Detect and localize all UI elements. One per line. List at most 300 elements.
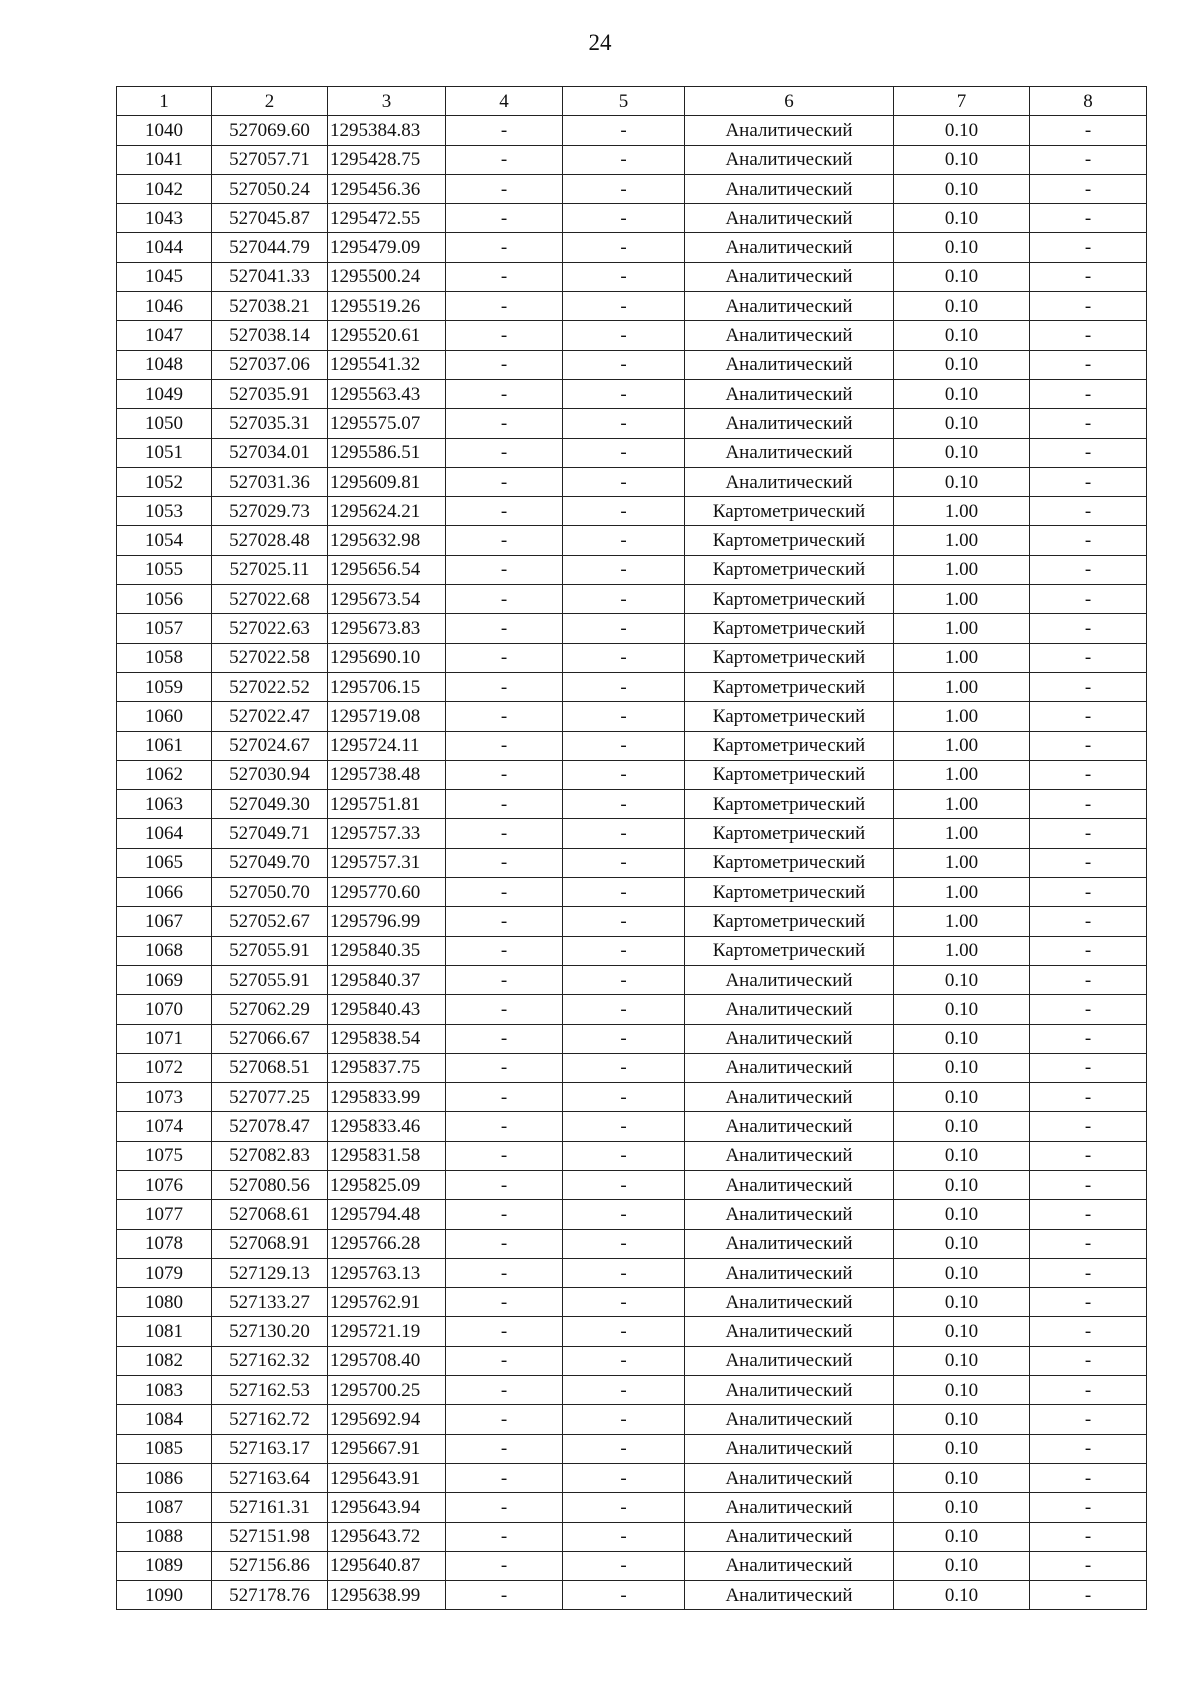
col8-cell: -	[1030, 1522, 1147, 1551]
point-number-cell: 1060	[117, 702, 212, 731]
x-coordinate-cell: 527022.63	[212, 614, 328, 643]
col5-cell: -	[563, 1141, 685, 1170]
accuracy-cell: 1.00	[894, 526, 1030, 555]
point-number-cell: 1074	[117, 1112, 212, 1141]
accuracy-cell: 0.10	[894, 1346, 1030, 1375]
col8-cell: -	[1030, 614, 1147, 643]
point-number-cell: 1083	[117, 1376, 212, 1405]
col5-cell: -	[563, 1024, 685, 1053]
y-coordinate-cell: 1295692.94	[328, 1405, 446, 1434]
accuracy-cell: 1.00	[894, 878, 1030, 907]
col8-cell: -	[1030, 1141, 1147, 1170]
col8-cell: -	[1030, 907, 1147, 936]
point-number-cell: 1066	[117, 878, 212, 907]
y-coordinate-cell: 1295794.48	[328, 1200, 446, 1229]
table-row	[117, 233, 1147, 262]
x-coordinate-cell: 527133.27	[212, 1288, 328, 1317]
accuracy-cell: 1.00	[894, 643, 1030, 672]
col8-cell: -	[1030, 1258, 1147, 1287]
y-coordinate-cell: 1295690.10	[328, 643, 446, 672]
x-coordinate-cell: 527163.64	[212, 1463, 328, 1492]
col8-cell: -	[1030, 1581, 1147, 1610]
method-cell: Картометрический	[685, 497, 894, 526]
col5-cell: -	[563, 672, 685, 701]
y-coordinate-cell: 1295632.98	[328, 526, 446, 555]
table-row	[117, 467, 1147, 496]
col4-cell: -	[446, 174, 563, 203]
method-cell: Аналитический	[685, 409, 894, 438]
x-coordinate-cell: 527068.91	[212, 1229, 328, 1258]
y-coordinate-cell: 1295520.61	[328, 321, 446, 350]
table-row	[117, 907, 1147, 936]
method-cell: Картометрический	[685, 702, 894, 731]
method-cell: Картометрический	[685, 760, 894, 789]
method-cell: Аналитический	[685, 965, 894, 994]
col4-cell: -	[446, 1053, 563, 1082]
col5-cell: -	[563, 760, 685, 789]
point-number-cell: 1080	[117, 1288, 212, 1317]
point-number-cell: 1054	[117, 526, 212, 555]
method-cell: Аналитический	[685, 204, 894, 233]
table-row	[117, 1288, 1147, 1317]
method-cell: Аналитический	[685, 1522, 894, 1551]
col8-cell: -	[1030, 174, 1147, 203]
accuracy-cell: 0.10	[894, 1405, 1030, 1434]
col8-cell: -	[1030, 467, 1147, 496]
col4-cell: -	[446, 936, 563, 965]
y-coordinate-cell: 1295563.43	[328, 379, 446, 408]
table-row	[117, 1405, 1147, 1434]
x-coordinate-cell: 527055.91	[212, 936, 328, 965]
col5-cell: -	[563, 1200, 685, 1229]
col8-cell: -	[1030, 145, 1147, 174]
col8-cell: -	[1030, 350, 1147, 379]
method-cell: Картометрический	[685, 643, 894, 672]
col4-cell: -	[446, 907, 563, 936]
col5-cell: -	[563, 965, 685, 994]
accuracy-cell: 0.10	[894, 116, 1030, 145]
table-row	[117, 1170, 1147, 1199]
col5-cell: -	[563, 409, 685, 438]
y-coordinate-cell: 1295770.60	[328, 878, 446, 907]
table-row	[117, 145, 1147, 174]
col8-cell: -	[1030, 438, 1147, 467]
table-row	[117, 350, 1147, 379]
col5-cell: -	[563, 819, 685, 848]
col8-cell: -	[1030, 731, 1147, 760]
point-number-cell: 1073	[117, 1083, 212, 1112]
col4-cell: -	[446, 145, 563, 174]
y-coordinate-cell: 1295738.48	[328, 760, 446, 789]
method-cell: Аналитический	[685, 233, 894, 262]
col4-cell: -	[446, 233, 563, 262]
col5-cell: -	[563, 614, 685, 643]
y-coordinate-cell: 1295708.40	[328, 1346, 446, 1375]
accuracy-cell: 1.00	[894, 907, 1030, 936]
table-row	[117, 1434, 1147, 1463]
col4-cell: -	[446, 585, 563, 614]
point-number-cell: 1089	[117, 1551, 212, 1580]
col4-cell: -	[446, 467, 563, 496]
y-coordinate-cell: 1295667.91	[328, 1434, 446, 1463]
point-number-cell: 1047	[117, 321, 212, 350]
y-coordinate-cell: 1295838.54	[328, 1024, 446, 1053]
accuracy-cell: 1.00	[894, 585, 1030, 614]
method-cell: Аналитический	[685, 1317, 894, 1346]
accuracy-cell: 1.00	[894, 790, 1030, 819]
col4-cell: -	[446, 1141, 563, 1170]
col4-cell: -	[446, 1346, 563, 1375]
x-coordinate-cell: 527055.91	[212, 965, 328, 994]
table-row	[117, 292, 1147, 321]
point-number-cell: 1063	[117, 790, 212, 819]
col4-cell: -	[446, 614, 563, 643]
method-cell: Картометрический	[685, 848, 894, 877]
x-coordinate-cell: 527050.70	[212, 878, 328, 907]
method-cell: Аналитический	[685, 1083, 894, 1112]
accuracy-cell: 1.00	[894, 614, 1030, 643]
col8-cell: -	[1030, 790, 1147, 819]
accuracy-cell: 0.10	[894, 1083, 1030, 1112]
accuracy-cell: 0.10	[894, 995, 1030, 1024]
point-number-cell: 1090	[117, 1581, 212, 1610]
table-row	[117, 1581, 1147, 1610]
point-number-cell: 1082	[117, 1346, 212, 1375]
col4-cell: -	[446, 790, 563, 819]
y-coordinate-cell: 1295721.19	[328, 1317, 446, 1346]
table-row	[117, 878, 1147, 907]
point-number-cell: 1048	[117, 350, 212, 379]
column-header: 6	[685, 87, 894, 116]
table-header-row	[117, 87, 1147, 116]
table-row	[117, 848, 1147, 877]
x-coordinate-cell: 527030.94	[212, 760, 328, 789]
col5-cell: -	[563, 936, 685, 965]
y-coordinate-cell: 1295796.99	[328, 907, 446, 936]
table-row	[117, 1112, 1147, 1141]
y-coordinate-cell: 1295751.81	[328, 790, 446, 819]
table-row	[117, 1376, 1147, 1405]
accuracy-cell: 0.10	[894, 1024, 1030, 1053]
method-cell: Аналитический	[685, 1463, 894, 1492]
method-cell: Аналитический	[685, 145, 894, 174]
col5-cell: -	[563, 907, 685, 936]
col5-cell: -	[563, 702, 685, 731]
method-cell: Аналитический	[685, 1346, 894, 1375]
accuracy-cell: 1.00	[894, 731, 1030, 760]
table-row	[117, 1522, 1147, 1551]
accuracy-cell: 0.10	[894, 1493, 1030, 1522]
col5-cell: -	[563, 292, 685, 321]
col5-cell: -	[563, 204, 685, 233]
x-coordinate-cell: 527049.71	[212, 819, 328, 848]
col4-cell: -	[446, 1288, 563, 1317]
accuracy-cell: 0.10	[894, 379, 1030, 408]
col5-cell: -	[563, 878, 685, 907]
point-number-cell: 1056	[117, 585, 212, 614]
method-cell: Аналитический	[685, 1258, 894, 1287]
point-number-cell: 1086	[117, 1463, 212, 1492]
column-header: 4	[446, 87, 563, 116]
y-coordinate-cell: 1295706.15	[328, 672, 446, 701]
point-number-cell: 1061	[117, 731, 212, 760]
col5-cell: -	[563, 1434, 685, 1463]
accuracy-cell: 1.00	[894, 702, 1030, 731]
col8-cell: -	[1030, 1376, 1147, 1405]
table-row	[117, 790, 1147, 819]
y-coordinate-cell: 1295640.87	[328, 1551, 446, 1580]
col8-cell: -	[1030, 379, 1147, 408]
accuracy-cell: 0.10	[894, 1112, 1030, 1141]
method-cell: Аналитический	[685, 1229, 894, 1258]
accuracy-cell: 0.10	[894, 467, 1030, 496]
col4-cell: -	[446, 1581, 563, 1610]
col5-cell: -	[563, 526, 685, 555]
column-header: 2	[212, 87, 328, 116]
point-number-cell: 1057	[117, 614, 212, 643]
col8-cell: -	[1030, 672, 1147, 701]
col8-cell: -	[1030, 1346, 1147, 1375]
col4-cell: -	[446, 878, 563, 907]
accuracy-cell: 0.10	[894, 1258, 1030, 1287]
method-cell: Картометрический	[685, 614, 894, 643]
accuracy-cell: 0.10	[894, 1288, 1030, 1317]
col8-cell: -	[1030, 204, 1147, 233]
method-cell: Аналитический	[685, 1024, 894, 1053]
x-coordinate-cell: 527162.72	[212, 1405, 328, 1434]
x-coordinate-cell: 527022.68	[212, 585, 328, 614]
table-row	[117, 174, 1147, 203]
accuracy-cell: 0.10	[894, 1434, 1030, 1463]
x-coordinate-cell: 527151.98	[212, 1522, 328, 1551]
column-header: 1	[117, 87, 212, 116]
col5-cell: -	[563, 1581, 685, 1610]
table-row	[117, 1346, 1147, 1375]
col8-cell: -	[1030, 1112, 1147, 1141]
x-coordinate-cell: 527162.32	[212, 1346, 328, 1375]
table-row	[117, 1551, 1147, 1580]
y-coordinate-cell: 1295840.37	[328, 965, 446, 994]
x-coordinate-cell: 527130.20	[212, 1317, 328, 1346]
x-coordinate-cell: 527045.87	[212, 204, 328, 233]
table-row	[117, 1083, 1147, 1112]
x-coordinate-cell: 527062.29	[212, 995, 328, 1024]
col8-cell: -	[1030, 995, 1147, 1024]
col4-cell: -	[446, 819, 563, 848]
x-coordinate-cell: 527044.79	[212, 233, 328, 262]
y-coordinate-cell: 1295643.94	[328, 1493, 446, 1522]
col5-cell: -	[563, 643, 685, 672]
y-coordinate-cell: 1295724.11	[328, 731, 446, 760]
accuracy-cell: 0.10	[894, 233, 1030, 262]
table-row	[117, 321, 1147, 350]
y-coordinate-cell: 1295757.33	[328, 819, 446, 848]
col8-cell: -	[1030, 1200, 1147, 1229]
method-cell: Аналитический	[685, 1551, 894, 1580]
y-coordinate-cell: 1295757.31	[328, 848, 446, 877]
point-number-cell: 1085	[117, 1434, 212, 1463]
col4-cell: -	[446, 1258, 563, 1287]
col5-cell: -	[563, 790, 685, 819]
point-number-cell: 1040	[117, 116, 212, 145]
x-coordinate-cell: 527162.53	[212, 1376, 328, 1405]
col4-cell: -	[446, 526, 563, 555]
col4-cell: -	[446, 965, 563, 994]
accuracy-cell: 0.10	[894, 1229, 1030, 1258]
col8-cell: -	[1030, 233, 1147, 262]
col8-cell: -	[1030, 760, 1147, 789]
point-number-cell: 1053	[117, 497, 212, 526]
method-cell: Аналитический	[685, 1200, 894, 1229]
y-coordinate-cell: 1295456.36	[328, 174, 446, 203]
table-row	[117, 643, 1147, 672]
col5-cell: -	[563, 467, 685, 496]
point-number-cell: 1058	[117, 643, 212, 672]
y-coordinate-cell: 1295384.83	[328, 116, 446, 145]
col5-cell: -	[563, 497, 685, 526]
x-coordinate-cell: 527082.83	[212, 1141, 328, 1170]
col4-cell: -	[446, 702, 563, 731]
x-coordinate-cell: 527057.71	[212, 145, 328, 174]
accuracy-cell: 0.10	[894, 1463, 1030, 1492]
table-row	[117, 497, 1147, 526]
accuracy-cell: 0.10	[894, 1317, 1030, 1346]
col4-cell: -	[446, 350, 563, 379]
accuracy-cell: 0.10	[894, 321, 1030, 350]
x-coordinate-cell: 527022.58	[212, 643, 328, 672]
col5-cell: -	[563, 1170, 685, 1199]
accuracy-cell: 1.00	[894, 555, 1030, 584]
x-coordinate-cell: 527156.86	[212, 1551, 328, 1580]
x-coordinate-cell: 527025.11	[212, 555, 328, 584]
point-number-cell: 1052	[117, 467, 212, 496]
column-header: 7	[894, 87, 1030, 116]
table-row	[117, 760, 1147, 789]
column-header: 5	[563, 87, 685, 116]
col5-cell: -	[563, 995, 685, 1024]
col4-cell: -	[446, 116, 563, 145]
col8-cell: -	[1030, 262, 1147, 291]
col8-cell: -	[1030, 1551, 1147, 1580]
col5-cell: -	[563, 1346, 685, 1375]
accuracy-cell: 0.10	[894, 292, 1030, 321]
col4-cell: -	[446, 1083, 563, 1112]
x-coordinate-cell: 527024.67	[212, 731, 328, 760]
col4-cell: -	[446, 1229, 563, 1258]
x-coordinate-cell: 527029.73	[212, 497, 328, 526]
table-row	[117, 965, 1147, 994]
col4-cell: -	[446, 1200, 563, 1229]
x-coordinate-cell: 527163.17	[212, 1434, 328, 1463]
method-cell: Картометрический	[685, 555, 894, 584]
point-number-cell: 1050	[117, 409, 212, 438]
col5-cell: -	[563, 1053, 685, 1082]
accuracy-cell: 0.10	[894, 1053, 1030, 1082]
table-row	[117, 585, 1147, 614]
table-row	[117, 1229, 1147, 1258]
point-number-cell: 1064	[117, 819, 212, 848]
method-cell: Аналитический	[685, 1053, 894, 1082]
col8-cell: -	[1030, 1405, 1147, 1434]
col5-cell: -	[563, 731, 685, 760]
accuracy-cell: 0.10	[894, 438, 1030, 467]
col4-cell: -	[446, 292, 563, 321]
x-coordinate-cell: 527035.31	[212, 409, 328, 438]
col4-cell: -	[446, 262, 563, 291]
point-number-cell: 1065	[117, 848, 212, 877]
table-row	[117, 1053, 1147, 1082]
y-coordinate-cell: 1295719.08	[328, 702, 446, 731]
table-row	[117, 409, 1147, 438]
accuracy-cell: 0.10	[894, 1522, 1030, 1551]
y-coordinate-cell: 1295673.83	[328, 614, 446, 643]
x-coordinate-cell: 527049.30	[212, 790, 328, 819]
col8-cell: -	[1030, 878, 1147, 907]
col8-cell: -	[1030, 819, 1147, 848]
method-cell: Аналитический	[685, 438, 894, 467]
point-number-cell: 1087	[117, 1493, 212, 1522]
y-coordinate-cell: 1295428.75	[328, 145, 446, 174]
col8-cell: -	[1030, 643, 1147, 672]
col4-cell: -	[446, 1405, 563, 1434]
col4-cell: -	[446, 1376, 563, 1405]
col8-cell: -	[1030, 702, 1147, 731]
x-coordinate-cell: 527038.14	[212, 321, 328, 350]
accuracy-cell: 0.10	[894, 174, 1030, 203]
table-row	[117, 672, 1147, 701]
method-cell: Аналитический	[685, 1405, 894, 1434]
x-coordinate-cell: 527034.01	[212, 438, 328, 467]
method-cell: Аналитический	[685, 1376, 894, 1405]
table-row	[117, 1024, 1147, 1053]
table-row	[117, 1200, 1147, 1229]
col8-cell: -	[1030, 526, 1147, 555]
y-coordinate-cell: 1295479.09	[328, 233, 446, 262]
col8-cell: -	[1030, 848, 1147, 877]
accuracy-cell: 0.10	[894, 1200, 1030, 1229]
table-row	[117, 1141, 1147, 1170]
accuracy-cell: 0.10	[894, 350, 1030, 379]
col5-cell: -	[563, 1317, 685, 1346]
accuracy-cell: 1.00	[894, 936, 1030, 965]
y-coordinate-cell: 1295831.58	[328, 1141, 446, 1170]
point-number-cell: 1068	[117, 936, 212, 965]
col5-cell: -	[563, 350, 685, 379]
method-cell: Картометрический	[685, 907, 894, 936]
method-cell: Аналитический	[685, 1170, 894, 1199]
y-coordinate-cell: 1295541.32	[328, 350, 446, 379]
accuracy-cell: 1.00	[894, 760, 1030, 789]
col5-cell: -	[563, 1522, 685, 1551]
table-row	[117, 995, 1147, 1024]
col8-cell: -	[1030, 497, 1147, 526]
col8-cell: -	[1030, 409, 1147, 438]
y-coordinate-cell: 1295833.46	[328, 1112, 446, 1141]
table-row	[117, 1258, 1147, 1287]
accuracy-cell: 0.10	[894, 1581, 1030, 1610]
method-cell: Аналитический	[685, 1493, 894, 1522]
table-row	[117, 614, 1147, 643]
point-number-cell: 1078	[117, 1229, 212, 1258]
table-row	[117, 379, 1147, 408]
method-cell: Аналитический	[685, 1581, 894, 1610]
x-coordinate-cell: 527022.52	[212, 672, 328, 701]
x-coordinate-cell: 527068.61	[212, 1200, 328, 1229]
accuracy-cell: 0.10	[894, 1551, 1030, 1580]
col5-cell: -	[563, 1258, 685, 1287]
table-row	[117, 936, 1147, 965]
y-coordinate-cell: 1295638.99	[328, 1581, 446, 1610]
